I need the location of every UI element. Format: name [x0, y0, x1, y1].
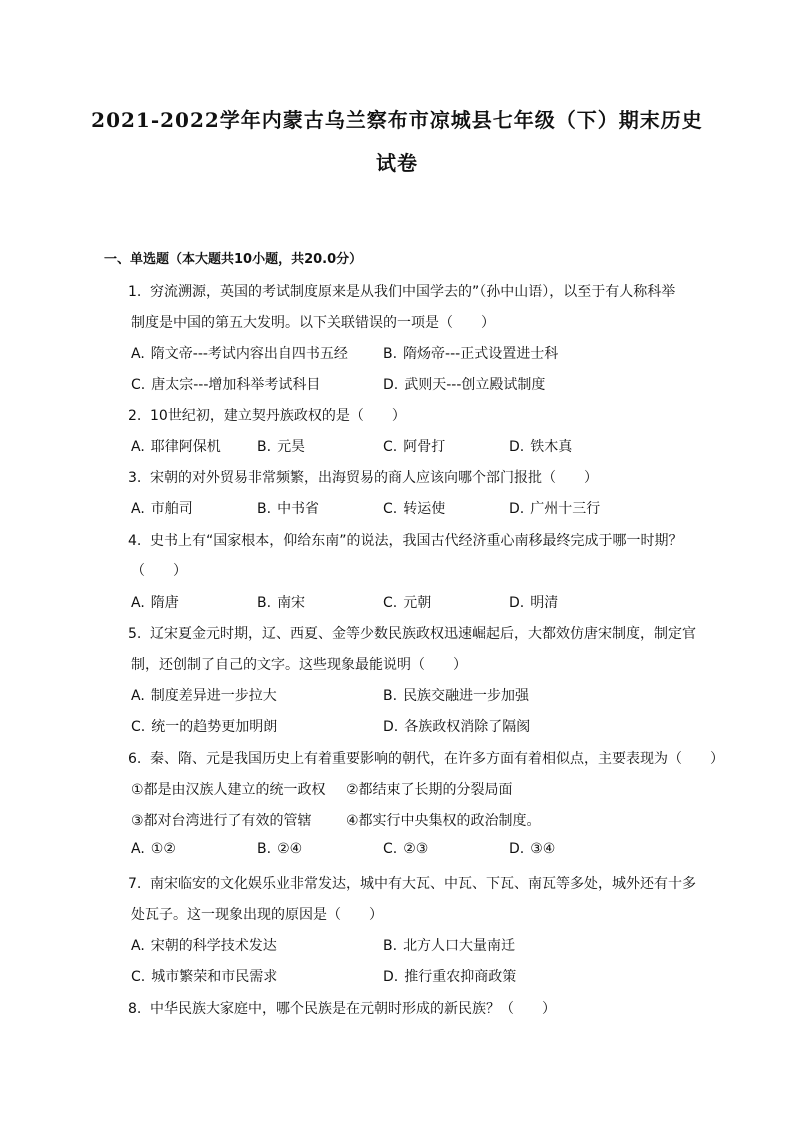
option-c: C. 元朝 [383, 595, 432, 611]
option-d: D. ③④ [509, 841, 556, 857]
question-number: 5. [128, 626, 142, 642]
question-text: 宋朝的对外贸易非常频繁，出海贸易的商人应该向哪个部门报批（ ） [150, 470, 598, 486]
option-c: C. 统一的趋势更加明朗 [131, 719, 278, 735]
question-text: 史书上有“国家根本，仰给东南”的说法，我国古代经济重心南移最终完成于哪一时期？ [150, 533, 683, 549]
question-number: 2. [128, 408, 142, 424]
question-number: 7. [128, 876, 142, 892]
statement-2: ②都结束了长期的分裂局面 [346, 782, 513, 798]
question-4-continued: （ ） [131, 563, 187, 579]
question-number: 1. [128, 284, 142, 300]
question-number: 6. [128, 751, 142, 767]
question-1-continued: 制度是中国的第五大发明。以下关联错误的一项是（ ） [131, 315, 495, 331]
question-2 [128, 405, 406, 425]
option-a: A. 隋唐 [131, 595, 179, 611]
question-text: 秦、隋、元是我国历史上有着重要影响的朝代，在许多方面有着相似点，主要表现为（ ） [150, 751, 724, 767]
question-5 [128, 623, 696, 643]
option-a: A. 宋朝的科学技术发达 [131, 938, 277, 954]
option-d: D. 广州十三行 [509, 501, 601, 517]
option-d: D. 铁木真 [509, 439, 573, 455]
question-text: 穷流溯源，英国的考试制度原来是从我们中国学去的”（孙中山语），以至于有人称科举 [150, 284, 676, 300]
option-b: B. 中书省 [257, 501, 320, 517]
question-1 [128, 281, 675, 301]
question-number: 3. [128, 470, 142, 486]
question-7-continued: 处瓦子。这一现象出现的原因是（ ） [131, 907, 383, 923]
option-b: B. 北方人口大量南迁 [383, 938, 516, 954]
option-c: C. ②③ [383, 841, 429, 857]
option-b: B. 民族交融进一步加强 [383, 688, 530, 704]
option-d: D. 推行重农抑商政策 [383, 969, 517, 985]
option-a: A. 市舶司 [131, 501, 193, 517]
question-text: 南宋临安的文化娱乐业非常发达，城中有大瓦、中瓦、下瓦、南瓦等多处，城外还有十多 [150, 876, 696, 892]
option-a: A. 隋文帝---考试内容出自四书五经 [131, 346, 348, 362]
paper-title-line2: 试卷 [376, 151, 418, 175]
statement-3: ③都对台湾进行了有效的管辖 [131, 813, 312, 829]
question-number: 4. [128, 533, 142, 549]
question-number: 8. [128, 1001, 142, 1017]
option-a: A. 耶律阿保机 [131, 439, 221, 455]
question-text: 10世纪初，建立契丹族政权的是（ ） [150, 408, 406, 424]
section-heading: 一、单选题（本大题共10小题，共20.0分） [104, 252, 363, 267]
question-6 [128, 748, 724, 768]
paper-title-line1: 2021-2022学年内蒙古乌兰察布市凉城县七年级（下）期末历史 [91, 108, 703, 132]
option-a: A. ①② [131, 841, 176, 857]
option-d: D. 各族政权消除了隔阂 [383, 719, 531, 735]
option-c: C. 阿骨打 [383, 439, 446, 455]
question-7 [128, 873, 696, 893]
question-4 [128, 530, 683, 550]
option-d: D. 武则天---创立殿试制度 [383, 377, 546, 393]
option-a: A. 制度差异进一步拉大 [131, 688, 277, 704]
option-c: C. 唐太宗---增加科举考试科目 [131, 377, 321, 393]
question-text: 辽宋夏金元时期，辽、西夏、金等少数民族政权迅速崛起后，大都效仿唐宋制度，制定官 [150, 626, 696, 642]
option-c: C. 城市繁荣和市民需求 [131, 969, 278, 985]
option-b: B. 隋炀帝---正式设置进士科 [383, 346, 559, 362]
statement-1: ①都是由汉族人建立的统一政权 [131, 782, 326, 798]
question-text: 中华民族大家庭中，哪个民族是在元朝时形成的新民族？（ ） [150, 1001, 556, 1017]
option-b: B. ②④ [257, 841, 303, 857]
question-8 [128, 998, 556, 1018]
statement-4: ④都实行中央集权的政治制度。 [346, 813, 541, 829]
option-b: B. 元昊 [257, 439, 306, 455]
question-3 [128, 467, 598, 487]
option-b: B. 南宋 [257, 595, 306, 611]
option-d: D. 明清 [509, 595, 559, 611]
option-c: C. 转运使 [383, 501, 446, 517]
question-5-continued: 制，还创制了自己的文字。这些现象最能说明（ ） [131, 657, 467, 673]
